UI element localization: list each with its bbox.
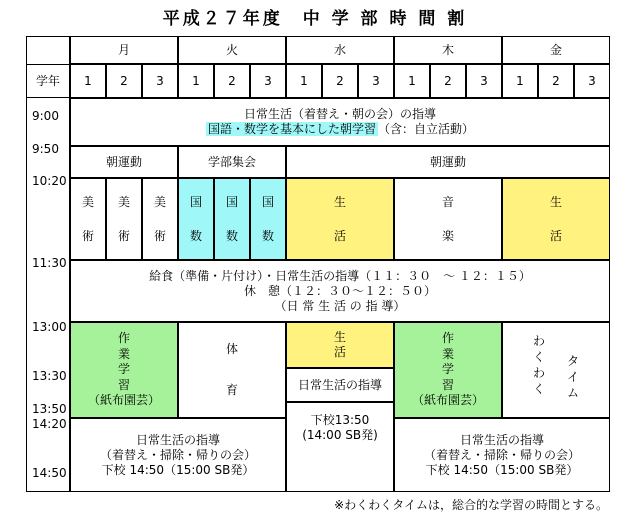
timetable	[26, 36, 610, 492]
page-title: 平成２７年度 中 学 部 時 間 割	[162, 9, 468, 29]
slot3-fri: 生 活	[502, 178, 610, 260]
grade-thu-1: 1	[394, 64, 430, 98]
day-header-mon: 月	[70, 36, 178, 64]
slot3-mon-1: 美 術	[70, 178, 106, 260]
grade-tue-1: 1	[178, 64, 214, 98]
time-0900: 9:00	[32, 109, 59, 123]
lunch-line1: 給食（準備・片付け）・日常生活の指導（１１：３０ ～ １２：１５）	[149, 268, 531, 283]
morning-line1: 日常生活（着替え・朝の会）の指導	[243, 107, 436, 121]
afternoon-wed-bottom: 下校13:50 (14:00 SB発)	[286, 402, 394, 492]
slot3-thu: 音 楽	[394, 178, 502, 260]
afternoon-thu: 作 業 学 習 （紙布園芸）	[394, 322, 502, 418]
time-1020: 10:20	[32, 174, 67, 188]
afternoon-wed-top: 生 活	[286, 322, 394, 368]
day-header-wed: 水	[286, 36, 394, 64]
slot3-mon-2: 美 術	[106, 178, 142, 260]
grade-fri-2: 2	[538, 64, 574, 98]
time-1450: 14:50	[32, 466, 67, 480]
lunch-block	[70, 260, 610, 322]
grade-label: 学年	[26, 64, 70, 98]
slot3-tue-3: 国 数	[250, 178, 286, 260]
grade-thu-2: 2	[430, 64, 466, 98]
slot3-tue-1: 国 数	[178, 178, 214, 260]
time-1420: 14:20	[32, 417, 67, 431]
dismissal-thu-fri: 日常生活の指導 （着替え・掃除・帰りの会） 下校 14:50（15:00 SB発）	[394, 418, 610, 492]
time-1300: 13:00	[32, 320, 67, 334]
dismissal-mon-tue: 日常生活の指導 （着替え・掃除・帰りの会） 下校 14:50（15:00 SB発）	[70, 418, 286, 492]
footnote: ※わくわくタイムは，総合的な学習の時間とする。	[334, 498, 608, 512]
grade-tue-2: 2	[214, 64, 250, 98]
corner-cell	[26, 36, 70, 64]
morning-line2-highlight: 国語・数学を基本にした朝学習	[207, 122, 376, 136]
slot3-tue-2: 国 数	[214, 178, 250, 260]
afternoon-wed-mid: 日常生活の指導	[286, 368, 394, 402]
slot3-mon-3: 美 術	[142, 178, 178, 260]
time-0950: 9:50	[32, 142, 59, 156]
morning-line2-suffix: （含：自立活動）	[378, 122, 475, 136]
morning-block	[70, 98, 610, 146]
time-1330: 13:30	[32, 369, 67, 383]
grade-mon-3: 3	[142, 64, 178, 98]
slot2-mon: 朝運動	[70, 146, 178, 178]
day-header-thu: 木	[394, 36, 502, 64]
day-header-fri: 金	[502, 36, 610, 64]
slot2-tue: 学部集会	[178, 146, 286, 178]
day-header-tue: 火	[178, 36, 286, 64]
grade-fri-3: 3	[574, 64, 610, 98]
time-1130: 11:30	[32, 256, 67, 270]
lunch-line2: 休 憩（１２：３０～１２：５０）	[243, 283, 436, 298]
slot2-wed-fri: 朝運動	[286, 146, 610, 178]
slot3-wed: 生 活	[286, 178, 394, 260]
grade-wed-1: 1	[286, 64, 322, 98]
grade-wed-3: 3	[358, 64, 394, 98]
morning-line2-wrap	[206, 122, 474, 137]
afternoon-mon: 作 業 学 習 （紙布園芸）	[70, 322, 178, 418]
grade-wed-2: 2	[322, 64, 358, 98]
grade-mon-2: 2	[106, 64, 142, 98]
lunch-line3: （日 常 生 活 の 指 導）	[274, 298, 406, 313]
grade-mon-1: 1	[70, 64, 106, 98]
time-column	[26, 98, 70, 492]
grade-tue-3: 3	[250, 64, 286, 98]
time-1350: 13:50	[32, 402, 67, 416]
afternoon-fri: わ く わ く タ イ ム	[502, 322, 610, 418]
grade-thu-3: 3	[466, 64, 502, 98]
afternoon-tue: 体 育	[178, 322, 286, 418]
grade-fri-1: 1	[502, 64, 538, 98]
